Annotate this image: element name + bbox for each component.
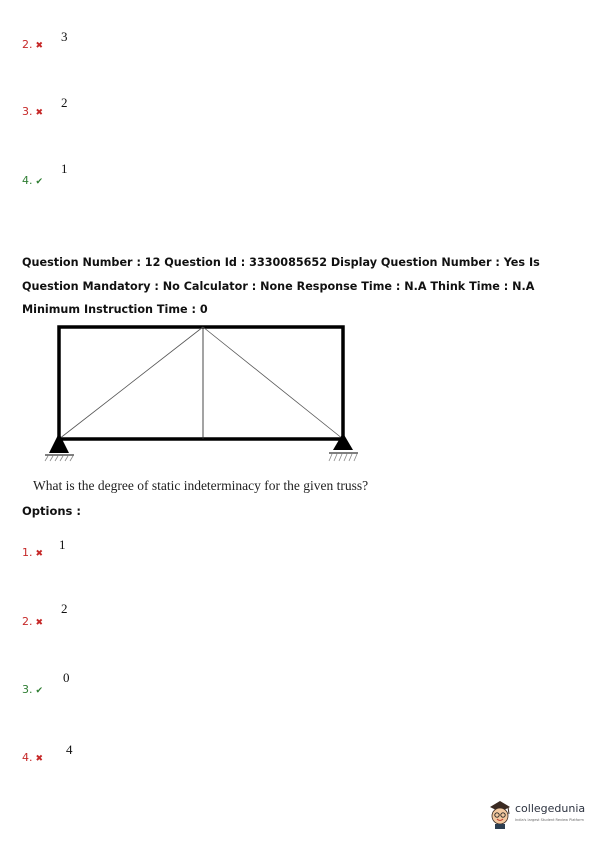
question-text: What is the degree of static indeterminacy for the given truss? [33, 478, 369, 493]
prev-option-2: 2. ✖ [22, 38, 44, 51]
cross-icon: ✖ [35, 108, 44, 118]
cross-icon: ✖ [35, 549, 44, 559]
option-4-value: 4 [66, 742, 73, 757]
option-3: 3. ✔ [22, 683, 44, 696]
option-4: 4. ✖ [22, 751, 44, 764]
prev-option-3-value: 2 [61, 95, 68, 110]
diagonal-left [59, 327, 203, 439]
collegedunia-logo [487, 796, 587, 836]
check-icon: ✔ [35, 177, 44, 187]
truss-members [59, 327, 343, 439]
prev-option-4-value: 1 [61, 161, 68, 176]
prev-option-4: 4. ✔ [22, 174, 44, 187]
options-label: Options : [22, 504, 81, 518]
cross-icon: ✖ [35, 618, 44, 628]
left-pin-support [45, 433, 74, 461]
option-2-value: 2 [61, 601, 68, 616]
option-1-value: 1 [59, 537, 66, 552]
logo-name: collegedunia [515, 802, 586, 815]
option-3-value: 0 [63, 670, 70, 685]
cross-icon: ✖ [35, 754, 44, 764]
check-icon: ✔ [35, 686, 44, 696]
option-2: 2. ✖ [22, 615, 44, 628]
diagonal-right [203, 327, 343, 439]
truss-diagram [40, 322, 370, 464]
right-pin-support [329, 433, 358, 461]
cross-icon: ✖ [35, 41, 44, 51]
question-header: Question Number : 12 Question Id : 3330085652 Display Question Number : Yes Is Question Mandatory : No Calculator : None Response Time : N.A Think Time : N.A Minimum Instruction Time : 0 [22, 256, 540, 316]
mascot-icon [487, 798, 513, 830]
prev-option-3: 3. ✖ [22, 105, 44, 118]
prev-option-2-value: 3 [61, 29, 68, 44]
truss-frame [59, 327, 343, 439]
option-1: 1. ✖ [22, 546, 44, 559]
logo-tagline: India's largest Student Review Platform [515, 818, 584, 822]
